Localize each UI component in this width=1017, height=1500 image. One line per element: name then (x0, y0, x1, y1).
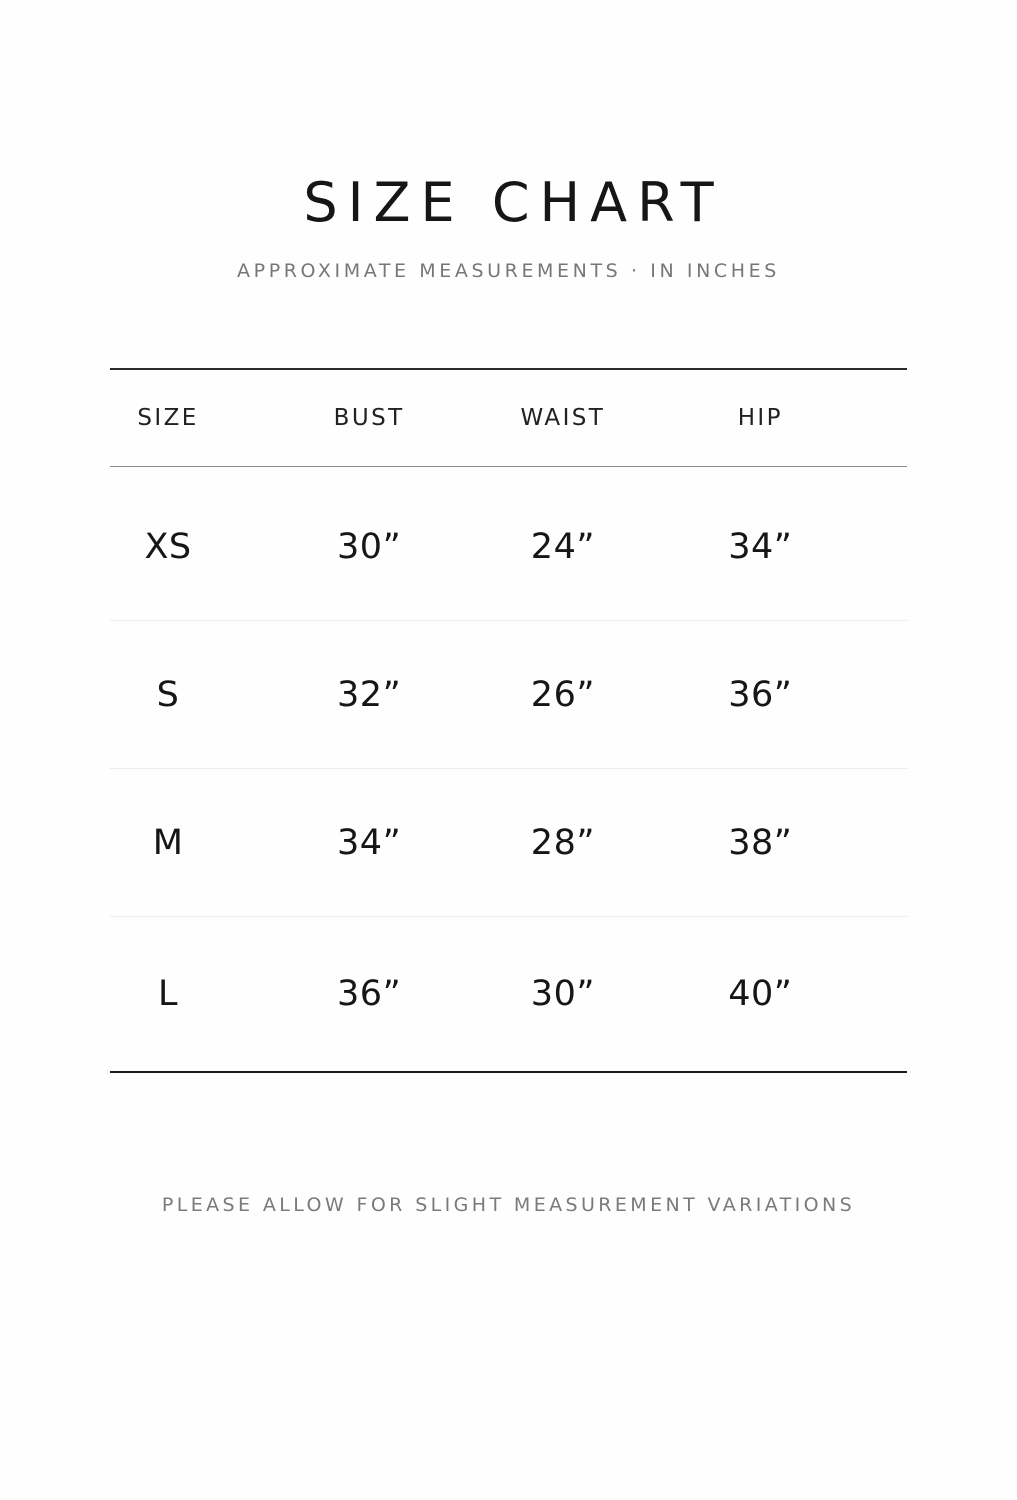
bust-cell: 34” (337, 822, 402, 863)
waist-cell: 24” (530, 526, 595, 567)
column-header-hip: HIP (737, 405, 783, 431)
waist-cell: 28” (530, 822, 595, 863)
hip-cell: 38” (728, 822, 793, 863)
size-table (110, 368, 907, 1073)
hip-cell: 36” (728, 674, 793, 715)
bust-cell: 36” (337, 974, 402, 1014)
hip-cell: 40” (728, 974, 793, 1014)
bust-cell: 32” (337, 674, 402, 715)
waist-cell: 30” (530, 974, 595, 1014)
page-title: SIZE CHART (303, 171, 724, 234)
column-header-size: SIZE (137, 405, 199, 431)
table-row-xs (110, 473, 907, 621)
waist-cell: 26” (530, 674, 595, 715)
hip-cell: 34” (728, 526, 793, 567)
size-cell: L (158, 974, 179, 1014)
size-cell: M (152, 822, 184, 863)
column-header-waist: WAIST (520, 405, 606, 431)
size-cell: S (156, 674, 180, 715)
column-header-bust: BUST (333, 405, 405, 431)
page-subtitle: APPROXIMATE MEASUREMENTS · IN INCHES (237, 260, 780, 282)
table-header-row (110, 370, 907, 467)
size-cell: XS (144, 526, 192, 567)
table-row-m (110, 769, 907, 917)
table-row-s (110, 621, 907, 769)
footnote: PLEASE ALLOW FOR SLIGHT MEASUREMENT VARIATIONS (161, 1194, 856, 1216)
table-row-l (110, 917, 907, 1073)
bust-cell: 30” (337, 526, 402, 567)
